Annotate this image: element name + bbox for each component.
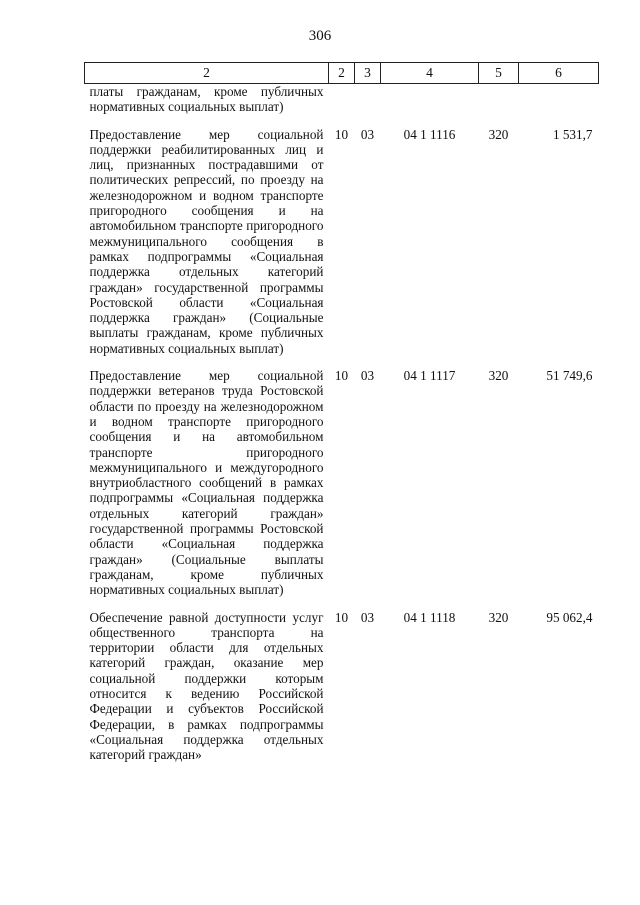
table-header	[85, 63, 599, 84]
page-number: 306	[308, 28, 332, 44]
row-section: 10	[334, 126, 349, 142]
row-subsection: 03	[360, 126, 375, 142]
continuation-row	[85, 84, 599, 127]
row-description: Предоставление мер социальной поддержки ветеранов труда Ростовской области по проезду на железнодорожном и водном транспорте пригородного сообщения и на автомобильном транспорте пригородного межмуниципального и междугородного внутриобластного сообщений в рамках подпрограммы «Социальная поддержка отдельных категорий граждан» государственной программы Ростовской области «Социальная поддержка граждан» (Социальные выплаты гражданам, кроме публичных нормативных социальных выплат)	[89, 368, 324, 598]
row-target-article: 04 1 1116	[403, 126, 456, 142]
row-amount: 1 531,7	[552, 126, 593, 142]
table-row	[85, 127, 599, 368]
row-section: 10	[334, 609, 349, 625]
table-row	[85, 368, 599, 609]
row-subsection: 03	[360, 368, 375, 384]
header-col-name: 2	[85, 63, 329, 84]
header-col-target: 4	[381, 63, 479, 84]
table-body	[85, 84, 599, 775]
row-subsection: 03	[360, 609, 375, 625]
row-description: Предоставление мер социальной поддержки реабилитированных лиц и лиц, признанных пострадавшими от политических репрессий, по проезду на железнодорожном и водном транспорте пригородного сообщения и на автомобильном транспорте пригородного межмуниципального сообщения в рамках подпрограммы «Социальная поддержка отдельных категорий граждан» государственной программы Ростовской области «Социальная поддержка граждан» (Социальные выплаты гражданам, кроме публичных нормативных социальных выплат)	[89, 126, 324, 356]
row-expense-type: 320	[488, 126, 509, 142]
row-target-article: 04 1 1118	[403, 609, 456, 625]
header-col-amount: 6	[519, 63, 599, 84]
row-amount: 51 749,6	[546, 368, 593, 384]
row-amount: 95 062,4	[546, 609, 593, 625]
row-expense-type: 320	[488, 609, 509, 625]
row-section: 10	[334, 368, 349, 384]
row-target-article: 04 1 1117	[403, 368, 456, 384]
continuation-text: платы гражданам, кроме публичных нормативных социальных выплат)	[89, 84, 324, 115]
header-col-section: 2	[329, 63, 355, 84]
header-row	[85, 63, 599, 84]
row-description: Обеспечение равной доступности услуг общественного транспорта на территории области для отдельных категорий граждан, оказание мер социальной поддержки которым относится к ведению Российской Федерации и субъектов Российской Федерации, в рамках подпрограммы «Социальная поддержка отдельных категорий граждан»	[89, 609, 324, 763]
budget-table	[84, 62, 599, 774]
header-col-subsection: 3	[355, 63, 381, 84]
table-row	[85, 610, 599, 775]
row-expense-type: 320	[488, 368, 509, 384]
header-col-expense-type: 5	[479, 63, 519, 84]
